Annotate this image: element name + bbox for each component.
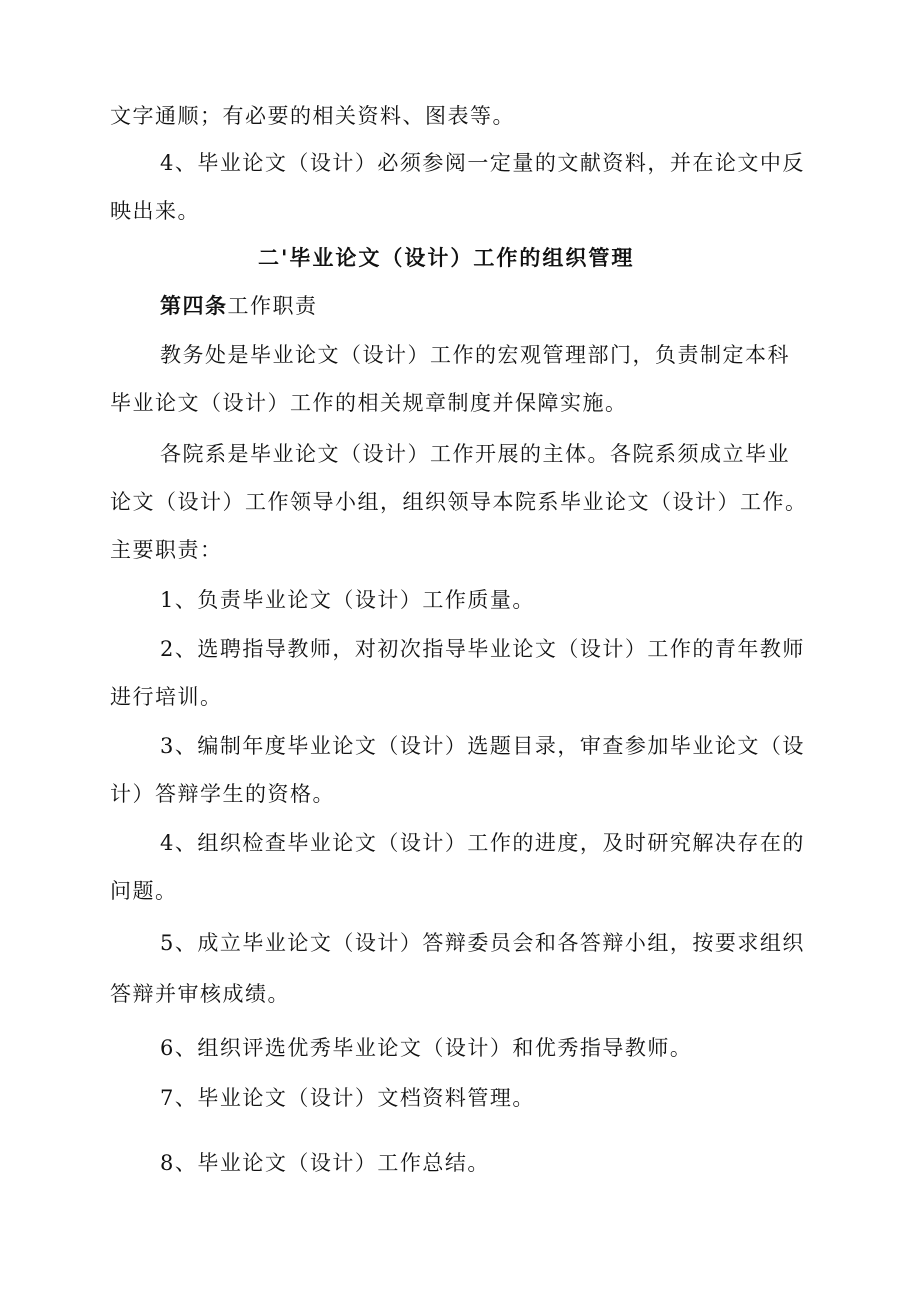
duty-5: 5、成立毕业论文（设计）答辩委员会和各答辩小组，按要求组织 [160,931,805,955]
duty-4: 4、组织检查毕业论文（设计）工作的进度，及时研究解决存在的 [160,831,805,855]
duty-8: 8、毕业论文（设计）工作总结。 [160,1151,490,1175]
duty-4-cont: 问题。 [110,879,178,903]
article-heading [160,291,318,321]
paragraph-2: 各院系是毕业论文（设计）工作开展的主体。各院系须成立毕业 [160,442,790,466]
duty-2-cont: 进行培训。 [110,685,223,709]
article-number: 第四条 [160,293,228,318]
paragraph-2-cont2: 主要职责： [110,538,223,562]
duty-3-cont: 计）答辩学生的资格。 [110,782,335,806]
list-item-4: 4、毕业论文（设计）必须参阅一定量的文献资料，并在论文中反 [160,151,805,175]
list-item-4-cont: 映出来。 [110,199,200,223]
text-line: 文字通顺；有必要的相关资料、图表等。 [110,104,515,128]
duty-2: 2、选聘指导教师，对初次指导毕业论文（设计）工作的青年教师 [160,637,805,661]
paragraph-2-cont: 论文（设计）工作领导小组，组织领导本院系毕业论文（设计）工作。 [110,490,808,514]
paragraph-1-cont: 毕业论文（设计）工作的相关规章制度并保障实施。 [110,391,628,415]
duty-3: 3、编制年度毕业论文（设计）选题目录，审查参加毕业论文（设 [160,734,805,758]
article-title: 工作职责 [227,294,318,318]
section-heading: 二'毕业论文（设计）工作的组织管理 [258,245,635,270]
duty-7: 7、毕业论文（设计）文档资料管理。 [160,1086,535,1110]
duty-5-cont: 答辩并审核成绩。 [110,982,290,1006]
duty-1: 1、负责毕业论文（设计）工作质量。 [160,588,535,612]
paragraph-1: 教务处是毕业论文（设计）工作的宏观管理部门，负责制定本科 [160,343,790,367]
duty-6: 6、组织评选优秀毕业论文（设计）和优秀指导教师。 [160,1036,693,1060]
